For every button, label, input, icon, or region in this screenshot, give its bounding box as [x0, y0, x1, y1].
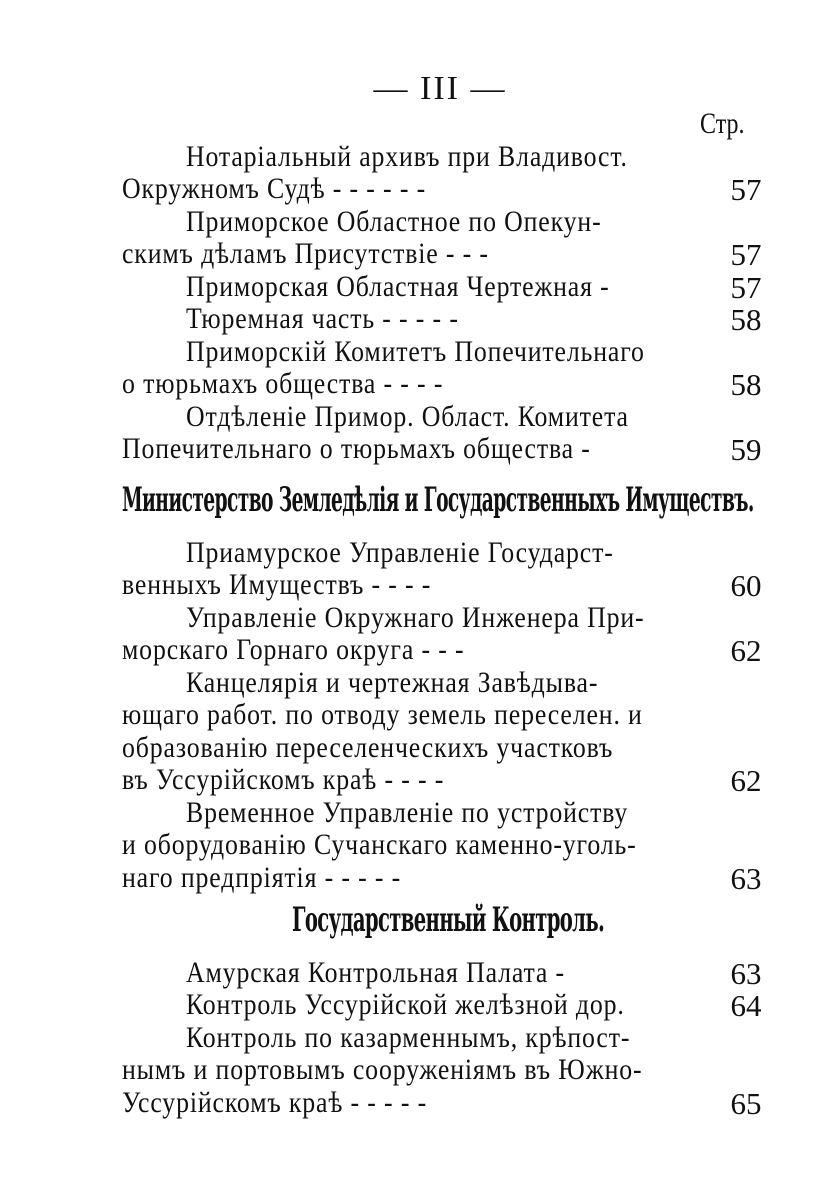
entry-line: Тюремная часть - - - - -	[186, 302, 459, 335]
entry-page-number: 60	[730, 568, 762, 603]
entry-line: морскаго Горнаго округа - - -	[122, 633, 465, 666]
entry-line: Приморское Областное по Опекун-	[186, 205, 602, 238]
entry-page-number: 62	[730, 633, 762, 668]
entry-line: Приморская Областная Чертежная -	[186, 270, 610, 303]
entry-line: въ Уссурійскомъ краѣ - - - -	[122, 763, 445, 796]
entry-page-number: 62	[730, 763, 762, 798]
entry-line: Амурская Контрольная Палата -	[186, 956, 566, 989]
entry-page-number: 63	[730, 861, 762, 896]
entry-line: Контроль по казарменнымъ, крѣпост-	[186, 1021, 631, 1054]
entry-line: образованію переселенческихъ участковъ	[122, 731, 614, 764]
section-heading-ministry: Министерство Земледѣлія и Государственныхъ Имуществъ.	[122, 480, 754, 520]
entry-page-number: 65	[730, 1086, 762, 1121]
entry-line: наго предпріятія - - - - -	[122, 861, 402, 894]
entry-page-number: 58	[730, 367, 762, 402]
entry-line: о тюрьмахъ общества - - - -	[122, 367, 444, 400]
page-column-header: Стр.	[700, 107, 745, 140]
entry-line: Попечительнаго о тюрьмахъ общества -	[122, 432, 591, 465]
entry-line: ющаго работ. по отводу земель переселен. и	[122, 698, 643, 731]
entry-line: Канцелярія и чертежная Завѣдыва-	[186, 666, 599, 699]
entry-line: Приамурское Управленіе Государст-	[186, 536, 614, 569]
entry-page-number: 57	[730, 172, 762, 207]
entry-line: Окружномъ Судѣ - - - - - -	[122, 172, 427, 205]
entry-page-number: 57	[730, 270, 762, 305]
entry-page-number: 57	[730, 237, 762, 272]
entry-line: Контроль Уссурійской желѣзной дор.	[186, 988, 625, 1021]
entry-line: Временное Управленіе по устройству	[186, 796, 629, 829]
entry-line: венныхъ Имуществъ - - - -	[122, 568, 432, 601]
entry-line: Управленіе Окружнаго Инженера При-	[186, 601, 645, 634]
entry-line: Уссурійскомъ краѣ - - - - -	[122, 1086, 428, 1119]
entry-line: Нотаріальный архивъ при Владивост.	[186, 140, 628, 173]
entry-line: скимъ дѣламъ Присутствіе - - -	[122, 237, 489, 270]
entry-line: Приморскій Комитетъ Попечительнаго	[186, 335, 645, 368]
entry-page-number: 59	[730, 432, 762, 467]
entry-page-number: 63	[730, 956, 762, 991]
section-heading-control: Государственный Контроль.	[292, 900, 605, 940]
entry-line: Отдѣленіе Примор. Област. Комитета	[186, 400, 629, 433]
entry-line: и оборудованію Сучанскаго каменно-уголь-	[122, 828, 637, 861]
entry-line: нымъ и портовымъ сооруженіямъ въ Южно-	[122, 1053, 643, 1086]
entry-page-number: 64	[730, 988, 762, 1023]
page-number: — III —	[373, 70, 507, 107]
entry-page-number: 58	[730, 302, 762, 337]
